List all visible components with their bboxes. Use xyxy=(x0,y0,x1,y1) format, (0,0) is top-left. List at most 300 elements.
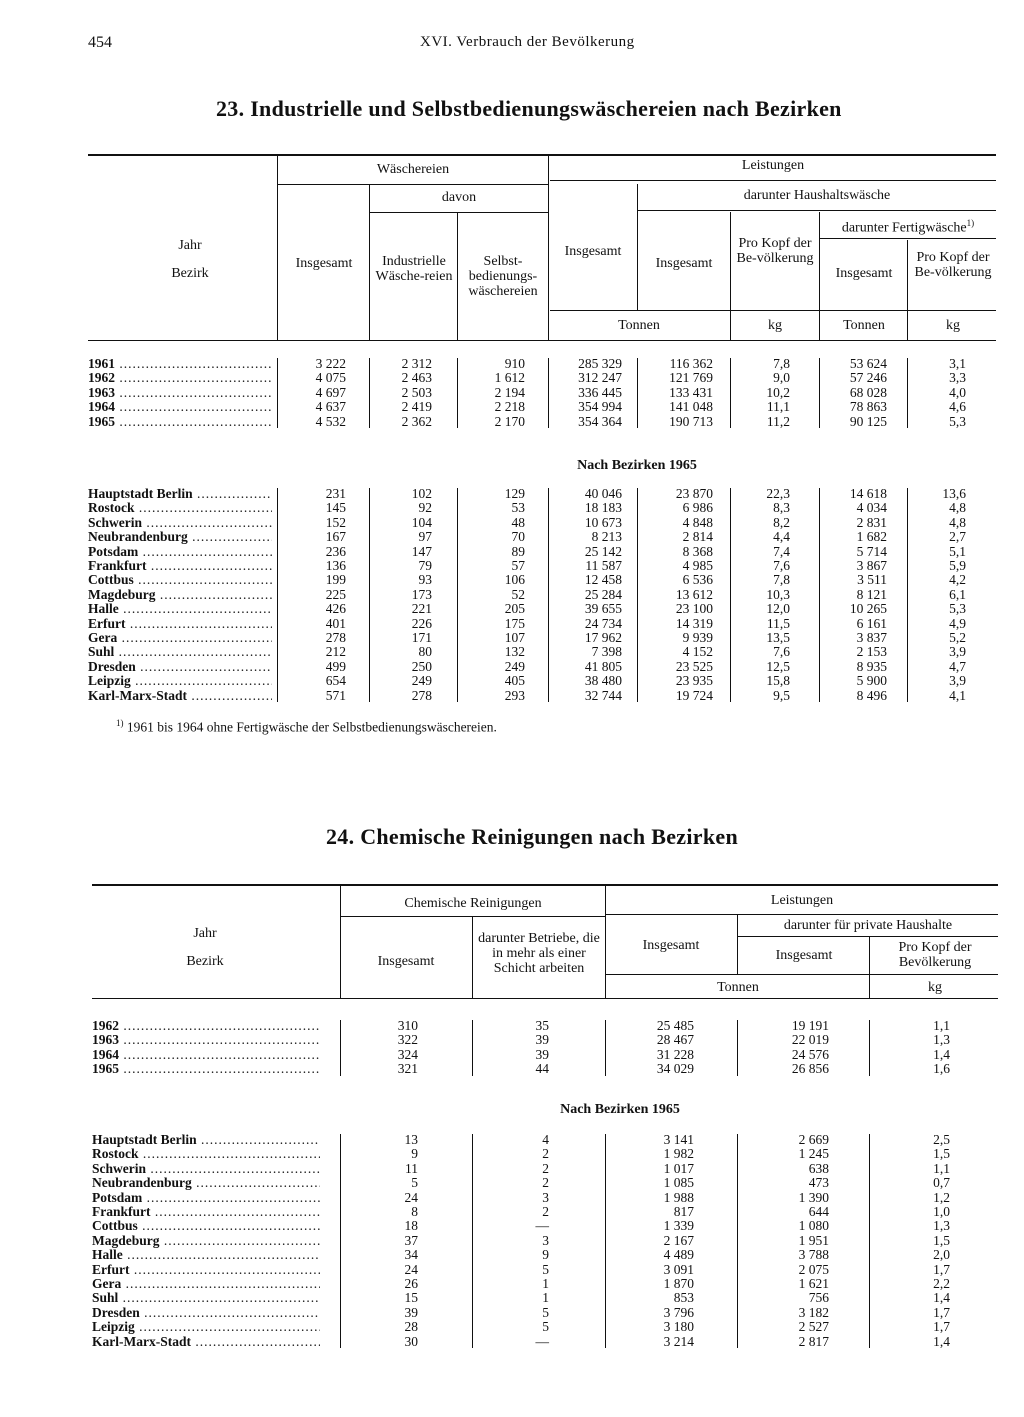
table-cell: 2,5 xyxy=(933,1132,950,1147)
table-cell: 78 863 xyxy=(849,399,887,415)
table-cell: 1 951 xyxy=(798,1232,829,1248)
table-cell: 44 xyxy=(535,1061,549,1077)
table-cell: 1,4 xyxy=(933,1046,950,1062)
table-cell: 141 048 xyxy=(669,399,713,415)
table-cell: 2 218 xyxy=(494,399,525,415)
table23-head-insgesamt: Insgesamt xyxy=(295,256,353,271)
row-label-text: Dresden ..... xyxy=(88,660,272,674)
row-label xyxy=(92,1062,320,1076)
table-cell: 1 682 xyxy=(856,529,887,545)
table-cell: 3 511 xyxy=(857,572,887,588)
row-label xyxy=(92,1191,320,1205)
row-label xyxy=(92,1335,320,1349)
row-label-text: 1962 ..... xyxy=(92,1019,320,1033)
table-cell: 2 153 xyxy=(856,644,887,660)
table-cell: 24 xyxy=(404,1189,418,1205)
table-cell: 41 805 xyxy=(584,658,622,674)
table-cell: 25 142 xyxy=(584,543,622,559)
table-cell: 9,0 xyxy=(773,370,790,386)
table-cell: 24 734 xyxy=(584,615,622,631)
table24-head-schicht: darunter Betriebe, die in mehr als einer Schicht arbeiten xyxy=(478,931,600,976)
table-cell: 28 xyxy=(404,1319,418,1335)
table-cell: 4,9 xyxy=(949,615,966,631)
table24-rule-chem xyxy=(341,916,605,917)
row-label-text: Erfurt ..... xyxy=(92,1263,320,1277)
table-cell: 97 xyxy=(418,529,432,545)
table-cell: 2 170 xyxy=(494,413,525,429)
table-cell: 3 867 xyxy=(856,558,887,573)
table-cell: 57 xyxy=(511,558,525,573)
table-cell: 116 362 xyxy=(669,356,713,371)
table-cell: 221 xyxy=(411,601,432,617)
table-cell: 8 496 xyxy=(856,687,887,703)
row-label xyxy=(92,1048,320,1062)
table24-rule-header-bottom xyxy=(92,998,998,999)
table-cell: 638 xyxy=(808,1160,829,1176)
table23-head-leist-insgesamt: Insgesamt xyxy=(564,244,622,259)
table-cell: 10,3 xyxy=(766,586,790,602)
table-cell: 7,6 xyxy=(773,644,790,660)
table-cell: 11,1 xyxy=(766,399,790,415)
row-label-text: Gera ..... xyxy=(92,1277,320,1291)
table-cell: 34 029 xyxy=(656,1061,694,1077)
table-cell: 2,0 xyxy=(933,1247,950,1263)
table-cell: 3,9 xyxy=(949,644,966,660)
table-cell: 12,5 xyxy=(766,658,790,674)
table-cell: 817 xyxy=(673,1204,694,1219)
table-cell: 1 085 xyxy=(663,1175,694,1191)
footnote-marker: 1) xyxy=(966,218,975,228)
table-cell: 171 xyxy=(411,630,432,645)
table-cell: 7,4 xyxy=(773,543,790,559)
table-cell: 5,2 xyxy=(949,630,966,645)
table24-rule-private xyxy=(738,936,998,937)
table-cell: 37 xyxy=(404,1232,418,1248)
table-cell: 312 247 xyxy=(578,370,622,386)
table24-unit-tonnen: Tonnen xyxy=(717,980,759,995)
table-cell: 9 xyxy=(542,1247,549,1263)
table-cell: 278 xyxy=(411,687,432,703)
table-cell: 52 xyxy=(511,586,525,602)
row-label xyxy=(92,1320,320,1334)
table-cell: 79 xyxy=(418,558,432,573)
table-cell: 405 xyxy=(504,673,525,689)
row-label-text: Frankfurt ..... xyxy=(88,559,272,573)
table-cell: 14 319 xyxy=(675,615,713,631)
table24-top-rule xyxy=(92,884,998,886)
table-cell: 4 848 xyxy=(682,514,713,530)
table-cell: 1 xyxy=(542,1290,549,1306)
row-label-text: Magdeburg ..... xyxy=(92,1234,320,1248)
table-cell: 2 075 xyxy=(798,1261,829,1277)
table-cell: 1 017 xyxy=(663,1160,694,1176)
table-cell: 1,1 xyxy=(933,1160,950,1176)
table-cell: 3 788 xyxy=(798,1247,829,1263)
table-cell: 5,1 xyxy=(949,543,966,559)
table-cell: 5 714 xyxy=(856,543,887,559)
page-number: 454 xyxy=(88,34,112,51)
table-cell: 4,8 xyxy=(949,500,966,516)
table-cell: 7 398 xyxy=(591,644,622,660)
row-label-text: 1963 ..... xyxy=(88,386,272,400)
table-cell: 3 xyxy=(542,1232,549,1248)
row-label-text: Neubrandenburg ..... xyxy=(92,1176,320,1190)
table-cell: 5,3 xyxy=(949,601,966,617)
row-label-text: Halle ..... xyxy=(92,1248,320,1262)
row-label xyxy=(92,1162,320,1176)
table-cell: 910 xyxy=(504,356,525,371)
table-cell: 90 125 xyxy=(849,413,887,429)
table-cell: 13,6 xyxy=(942,486,966,501)
table-cell: 1,4 xyxy=(933,1290,950,1306)
table-cell: 1 245 xyxy=(798,1146,829,1162)
row-label-text: Cottbus ..... xyxy=(92,1219,320,1233)
table-cell: 7,6 xyxy=(773,558,790,573)
table-cell: 310 xyxy=(397,1018,418,1033)
table-cell: 473 xyxy=(808,1175,829,1191)
table-cell: 132 xyxy=(504,644,525,660)
row-label-text: 1964 ..... xyxy=(88,400,272,414)
table24-vline xyxy=(340,886,341,998)
table-cell: 22 019 xyxy=(791,1032,829,1048)
row-label-text: Cottbus ..... xyxy=(88,573,272,587)
table23-stub-bottom: Bezirk xyxy=(171,266,209,281)
row-label-text: Neubrandenburg ..... xyxy=(88,530,272,544)
table-cell: 4,8 xyxy=(949,514,966,530)
table-cell: 15,8 xyxy=(766,673,790,689)
table-cell: 23 870 xyxy=(675,486,713,501)
row-label-text: Frankfurt ..... xyxy=(92,1205,320,1219)
table23-unit-tonnen1: Tonnen xyxy=(618,318,660,333)
table-cell: 4 697 xyxy=(315,384,346,400)
table-cell: 5 xyxy=(542,1261,549,1277)
table-cell: 3 796 xyxy=(663,1304,694,1320)
row-label xyxy=(92,1205,320,1219)
table-cell: 249 xyxy=(411,673,432,689)
table-cell: 15 xyxy=(404,1290,418,1306)
row-label-text: Potsdam ..... xyxy=(92,1191,320,1205)
table24-head-priv-prokopf: Pro Kopf der Bevölkerung xyxy=(898,940,972,970)
table-cell: 1,7 xyxy=(933,1304,950,1320)
table-cell: 5 xyxy=(411,1175,418,1191)
table-cell: 133 431 xyxy=(669,384,713,400)
table-cell: 152 xyxy=(325,514,346,530)
table-cell: 5 900 xyxy=(856,673,887,689)
table-cell: 26 856 xyxy=(791,1061,829,1077)
table-cell: 1 xyxy=(542,1276,549,1291)
table-cell: 4,4 xyxy=(773,529,790,545)
table-cell: 324 xyxy=(397,1046,418,1062)
table-cell: 2 831 xyxy=(856,514,887,530)
row-label xyxy=(92,1277,320,1291)
row-label xyxy=(92,1133,320,1147)
table-cell: 1,2 xyxy=(933,1189,950,1205)
row-label-text: 1961 ..... xyxy=(88,357,272,371)
table-cell: 4 152 xyxy=(682,644,713,660)
table-cell: 5 xyxy=(542,1304,549,1320)
table-cell: 654 xyxy=(325,673,346,689)
row-label-text: Erfurt ..... xyxy=(88,617,272,631)
table-cell: 6,1 xyxy=(949,586,966,602)
table-cell: 336 445 xyxy=(578,384,622,400)
table24-rule-units xyxy=(606,974,998,975)
table-cell: 0,7 xyxy=(933,1175,950,1191)
row-label-text: Potsdam ..... xyxy=(88,545,272,559)
table-cell: 8 121 xyxy=(856,586,887,602)
table-cell: 8,3 xyxy=(773,500,790,516)
table-cell: 2 xyxy=(542,1204,549,1219)
table-cell: 756 xyxy=(808,1290,829,1306)
table-cell: 145 xyxy=(325,500,346,516)
table24-head-private: darunter für private Haushalte xyxy=(783,918,953,933)
table-cell: 48 xyxy=(511,514,525,530)
table23-title: 23. Industrielle und Selbstbedienungswäschereien nach Bezirken xyxy=(216,96,842,121)
row-label-text: Hauptstadt Berlin ..... xyxy=(88,487,272,501)
table-cell: 8 935 xyxy=(856,658,887,674)
table-cell: 39 xyxy=(535,1046,549,1062)
table-cell: 1 621 xyxy=(798,1276,829,1291)
table-cell: 26 xyxy=(404,1276,418,1291)
table-cell: 11,5 xyxy=(766,615,790,631)
table-cell: 4,7 xyxy=(949,658,966,674)
table24-stub-top: Jahr xyxy=(193,926,217,941)
table23-stub-top: Jahr xyxy=(178,238,202,253)
table-cell: 68 028 xyxy=(849,384,887,400)
table-cell: 4,2 xyxy=(949,572,966,588)
row-label xyxy=(92,1248,320,1262)
table-cell: 39 655 xyxy=(584,601,622,617)
table-cell: 4,1 xyxy=(949,687,966,703)
table-cell: 199 xyxy=(325,572,346,588)
table-cell: 8 213 xyxy=(591,529,622,545)
table-cell: 190 713 xyxy=(669,413,713,429)
table-cell: 2 669 xyxy=(798,1132,829,1147)
table-cell: 39 xyxy=(535,1032,549,1048)
table-cell: 1 870 xyxy=(663,1276,694,1291)
table-cell: 147 xyxy=(411,543,432,559)
table-cell: 22,3 xyxy=(766,486,790,501)
table-cell: 2 814 xyxy=(682,529,713,545)
table-cell: 4 532 xyxy=(315,413,346,429)
table-cell: 1,4 xyxy=(933,1333,950,1349)
table-cell: 1 390 xyxy=(798,1189,829,1205)
row-label xyxy=(92,1019,320,1033)
table-cell: 23 525 xyxy=(675,658,713,674)
table-cell: 231 xyxy=(325,486,346,501)
table-cell: 53 xyxy=(511,500,525,516)
table-cell: 2 312 xyxy=(401,356,432,371)
row-label xyxy=(92,1219,320,1233)
table-cell: 32 744 xyxy=(584,687,622,703)
row-label-text: Karl-Marx-Stadt ..... xyxy=(92,1335,320,1349)
table23-head-hh-insgesamt: Insgesamt xyxy=(655,256,713,271)
table-cell: 10 673 xyxy=(584,514,622,530)
table-cell: 2 419 xyxy=(401,399,432,415)
table24-head-chem: Chemische Reinigungen xyxy=(404,896,542,911)
table-cell: 57 246 xyxy=(849,370,887,386)
table24-rule-leist xyxy=(606,914,998,915)
table-cell: 354 994 xyxy=(578,399,622,415)
table-cell: 6 536 xyxy=(682,572,713,588)
table-cell: 4 489 xyxy=(663,1247,694,1263)
table-cell: 3,1 xyxy=(949,356,966,371)
row-label-text: Hauptstadt Berlin ..... xyxy=(92,1133,320,1147)
row-label-text: Karl-Marx-Stadt ..... xyxy=(88,689,272,703)
table23-unit-tonnen2: Tonnen xyxy=(843,318,885,333)
table-cell: 35 xyxy=(535,1018,549,1033)
row-label-text: Rostock ..... xyxy=(92,1147,320,1161)
table-cell: 1,5 xyxy=(933,1232,950,1248)
table-cell: 10,2 xyxy=(766,384,790,400)
row-label xyxy=(92,1176,320,1190)
table-cell: 3 214 xyxy=(663,1333,694,1349)
row-label xyxy=(92,1147,320,1161)
table-cell: 3 091 xyxy=(663,1261,694,1277)
row-label xyxy=(92,1263,320,1277)
table-cell: 4 xyxy=(542,1132,549,1147)
table-cell: 9,5 xyxy=(773,687,790,703)
table-cell: 1,7 xyxy=(933,1319,950,1335)
table-cell: 9 xyxy=(411,1146,418,1162)
table-cell: 2 817 xyxy=(798,1333,829,1349)
table-cell: 1,0 xyxy=(933,1204,950,1219)
table-cell: 104 xyxy=(411,514,432,530)
table-cell: 226 xyxy=(411,615,432,631)
table-cell: 40 046 xyxy=(584,486,622,501)
row-label-text: Suhl ..... xyxy=(92,1291,320,1305)
table-cell: 3 182 xyxy=(798,1304,829,1320)
row-label-text: Rostock ..... xyxy=(88,501,272,515)
table23-head-hh-prokopf: Pro Kopf der Be-völkerung xyxy=(736,236,814,266)
table-cell: 11 xyxy=(405,1160,418,1176)
table-cell: 1,7 xyxy=(933,1261,950,1277)
table-cell: 5 xyxy=(542,1319,549,1335)
table23-section-label: Nach Bezirken 1965 xyxy=(577,458,697,473)
table-cell: 12,0 xyxy=(766,601,790,617)
table-cell: 8,2 xyxy=(773,514,790,530)
table-cell: 92 xyxy=(418,500,432,516)
table-cell: 107 xyxy=(504,630,525,645)
row-label-text: Gera ..... xyxy=(88,631,272,645)
table23-head-fw-insgesamt: Insgesamt xyxy=(835,266,893,281)
row-label-text: Suhl ..... xyxy=(88,645,272,659)
table-cell: 3,9 xyxy=(949,673,966,689)
table-cell: 102 xyxy=(411,486,432,501)
footnote-text: 1961 bis 1964 ohne Fertigwäsche der Selbstbedienungswäschereien. xyxy=(126,719,497,735)
table-cell: 1 080 xyxy=(798,1218,829,1234)
row-label-text: 1964 ..... xyxy=(92,1048,320,1062)
table-cell: 2 362 xyxy=(401,413,432,429)
table-cell: 28 467 xyxy=(656,1032,694,1048)
table24-head-leistungen: Leistungen xyxy=(770,893,834,908)
table-cell: 9 939 xyxy=(682,630,713,645)
table23-head-haushalt: darunter Haushaltswäsche xyxy=(743,188,891,203)
table-cell: 2 194 xyxy=(494,384,525,400)
table-cell: 644 xyxy=(808,1204,829,1219)
table-cell: 12 458 xyxy=(584,572,622,588)
table-cell: 499 xyxy=(325,658,346,674)
table-cell: 89 xyxy=(511,543,525,559)
table-cell: 5,9 xyxy=(949,558,966,573)
table-cell: 4,6 xyxy=(949,399,966,415)
row-label-text: Leipzig ..... xyxy=(88,674,272,688)
row-label xyxy=(92,1306,320,1320)
row-label-text: Halle ..... xyxy=(88,602,272,616)
table-cell: 24 576 xyxy=(791,1046,829,1062)
table-cell: 212 xyxy=(325,644,346,660)
table24-unit-kg: kg xyxy=(928,980,942,995)
row-label-text: 1965 ..... xyxy=(92,1062,320,1076)
table-cell: 354 364 xyxy=(578,413,622,429)
table23-head-fw-prokopf: Pro Kopf der Be-völkerung xyxy=(914,250,992,280)
table-cell: 250 xyxy=(411,658,432,674)
table-cell: 70 xyxy=(511,529,525,545)
table-cell: 225 xyxy=(325,586,346,602)
table-cell: 3 222 xyxy=(315,356,346,371)
table-cell: 3 180 xyxy=(663,1319,694,1335)
table-cell: 80 xyxy=(418,644,432,660)
table-cell: 205 xyxy=(504,601,525,617)
table-cell: 6 161 xyxy=(856,615,887,631)
table-cell: 10 265 xyxy=(849,601,887,617)
table-cell: 18 183 xyxy=(584,500,622,516)
row-label-text: Magdeburg ..... xyxy=(88,588,272,602)
table-cell: 2 xyxy=(542,1146,549,1162)
table-cell: 129 xyxy=(504,486,525,501)
table-cell: 39 xyxy=(404,1304,418,1320)
table-cell: 1,1 xyxy=(933,1018,950,1033)
table-cell: 278 xyxy=(325,630,346,645)
table-cell: 571 xyxy=(325,687,346,703)
table-cell: 2,7 xyxy=(949,529,966,545)
table24-vline xyxy=(737,914,738,974)
table-cell: 13 xyxy=(404,1132,418,1147)
table-cell: 285 329 xyxy=(578,356,622,371)
table23-unit-kg2: kg xyxy=(946,318,960,333)
table-cell: 322 xyxy=(397,1032,418,1048)
row-label-text: Schwerin ..... xyxy=(88,516,272,530)
table-cell: 7,8 xyxy=(773,572,790,588)
table-cell: 1,6 xyxy=(933,1061,950,1077)
table-cell: 249 xyxy=(504,658,525,674)
table23-head-industrielle: Industrielle Wäsche-reien xyxy=(375,254,453,284)
table-cell: 53 624 xyxy=(849,356,887,371)
table-cell: 4 034 xyxy=(856,500,887,516)
table-cell: 11 587 xyxy=(585,558,622,573)
table-cell: 7,8 xyxy=(773,356,790,371)
table24-head-leist-insgesamt: Insgesamt xyxy=(642,938,700,953)
table-cell: 2 xyxy=(542,1160,549,1176)
table23-head-davon: davon xyxy=(441,190,477,205)
table-cell: — xyxy=(535,1218,549,1234)
row-label-text: Dresden ..... xyxy=(92,1306,320,1320)
table-cell: 426 xyxy=(325,601,346,617)
table-cell: 1 988 xyxy=(663,1189,694,1205)
table24-vline xyxy=(472,916,473,998)
table-cell: 1,5 xyxy=(933,1146,950,1162)
row-label-text: 1963 ..... xyxy=(92,1033,320,1047)
table24-title: 24. Chemische Reinigungen nach Bezirken xyxy=(326,824,738,849)
table-cell: 4 075 xyxy=(315,370,346,386)
table-cell: 4 985 xyxy=(682,558,713,573)
running-head: XVI. Verbrauch der Bevölkerung xyxy=(420,34,635,50)
table24-head-insgesamt: Insgesamt xyxy=(377,954,435,969)
table-cell: 13,5 xyxy=(766,630,790,645)
table-cell: 13 612 xyxy=(675,586,713,602)
table-cell: 3 837 xyxy=(856,630,887,645)
table-cell: 14 618 xyxy=(849,486,887,501)
table-cell: 1,3 xyxy=(933,1032,950,1048)
